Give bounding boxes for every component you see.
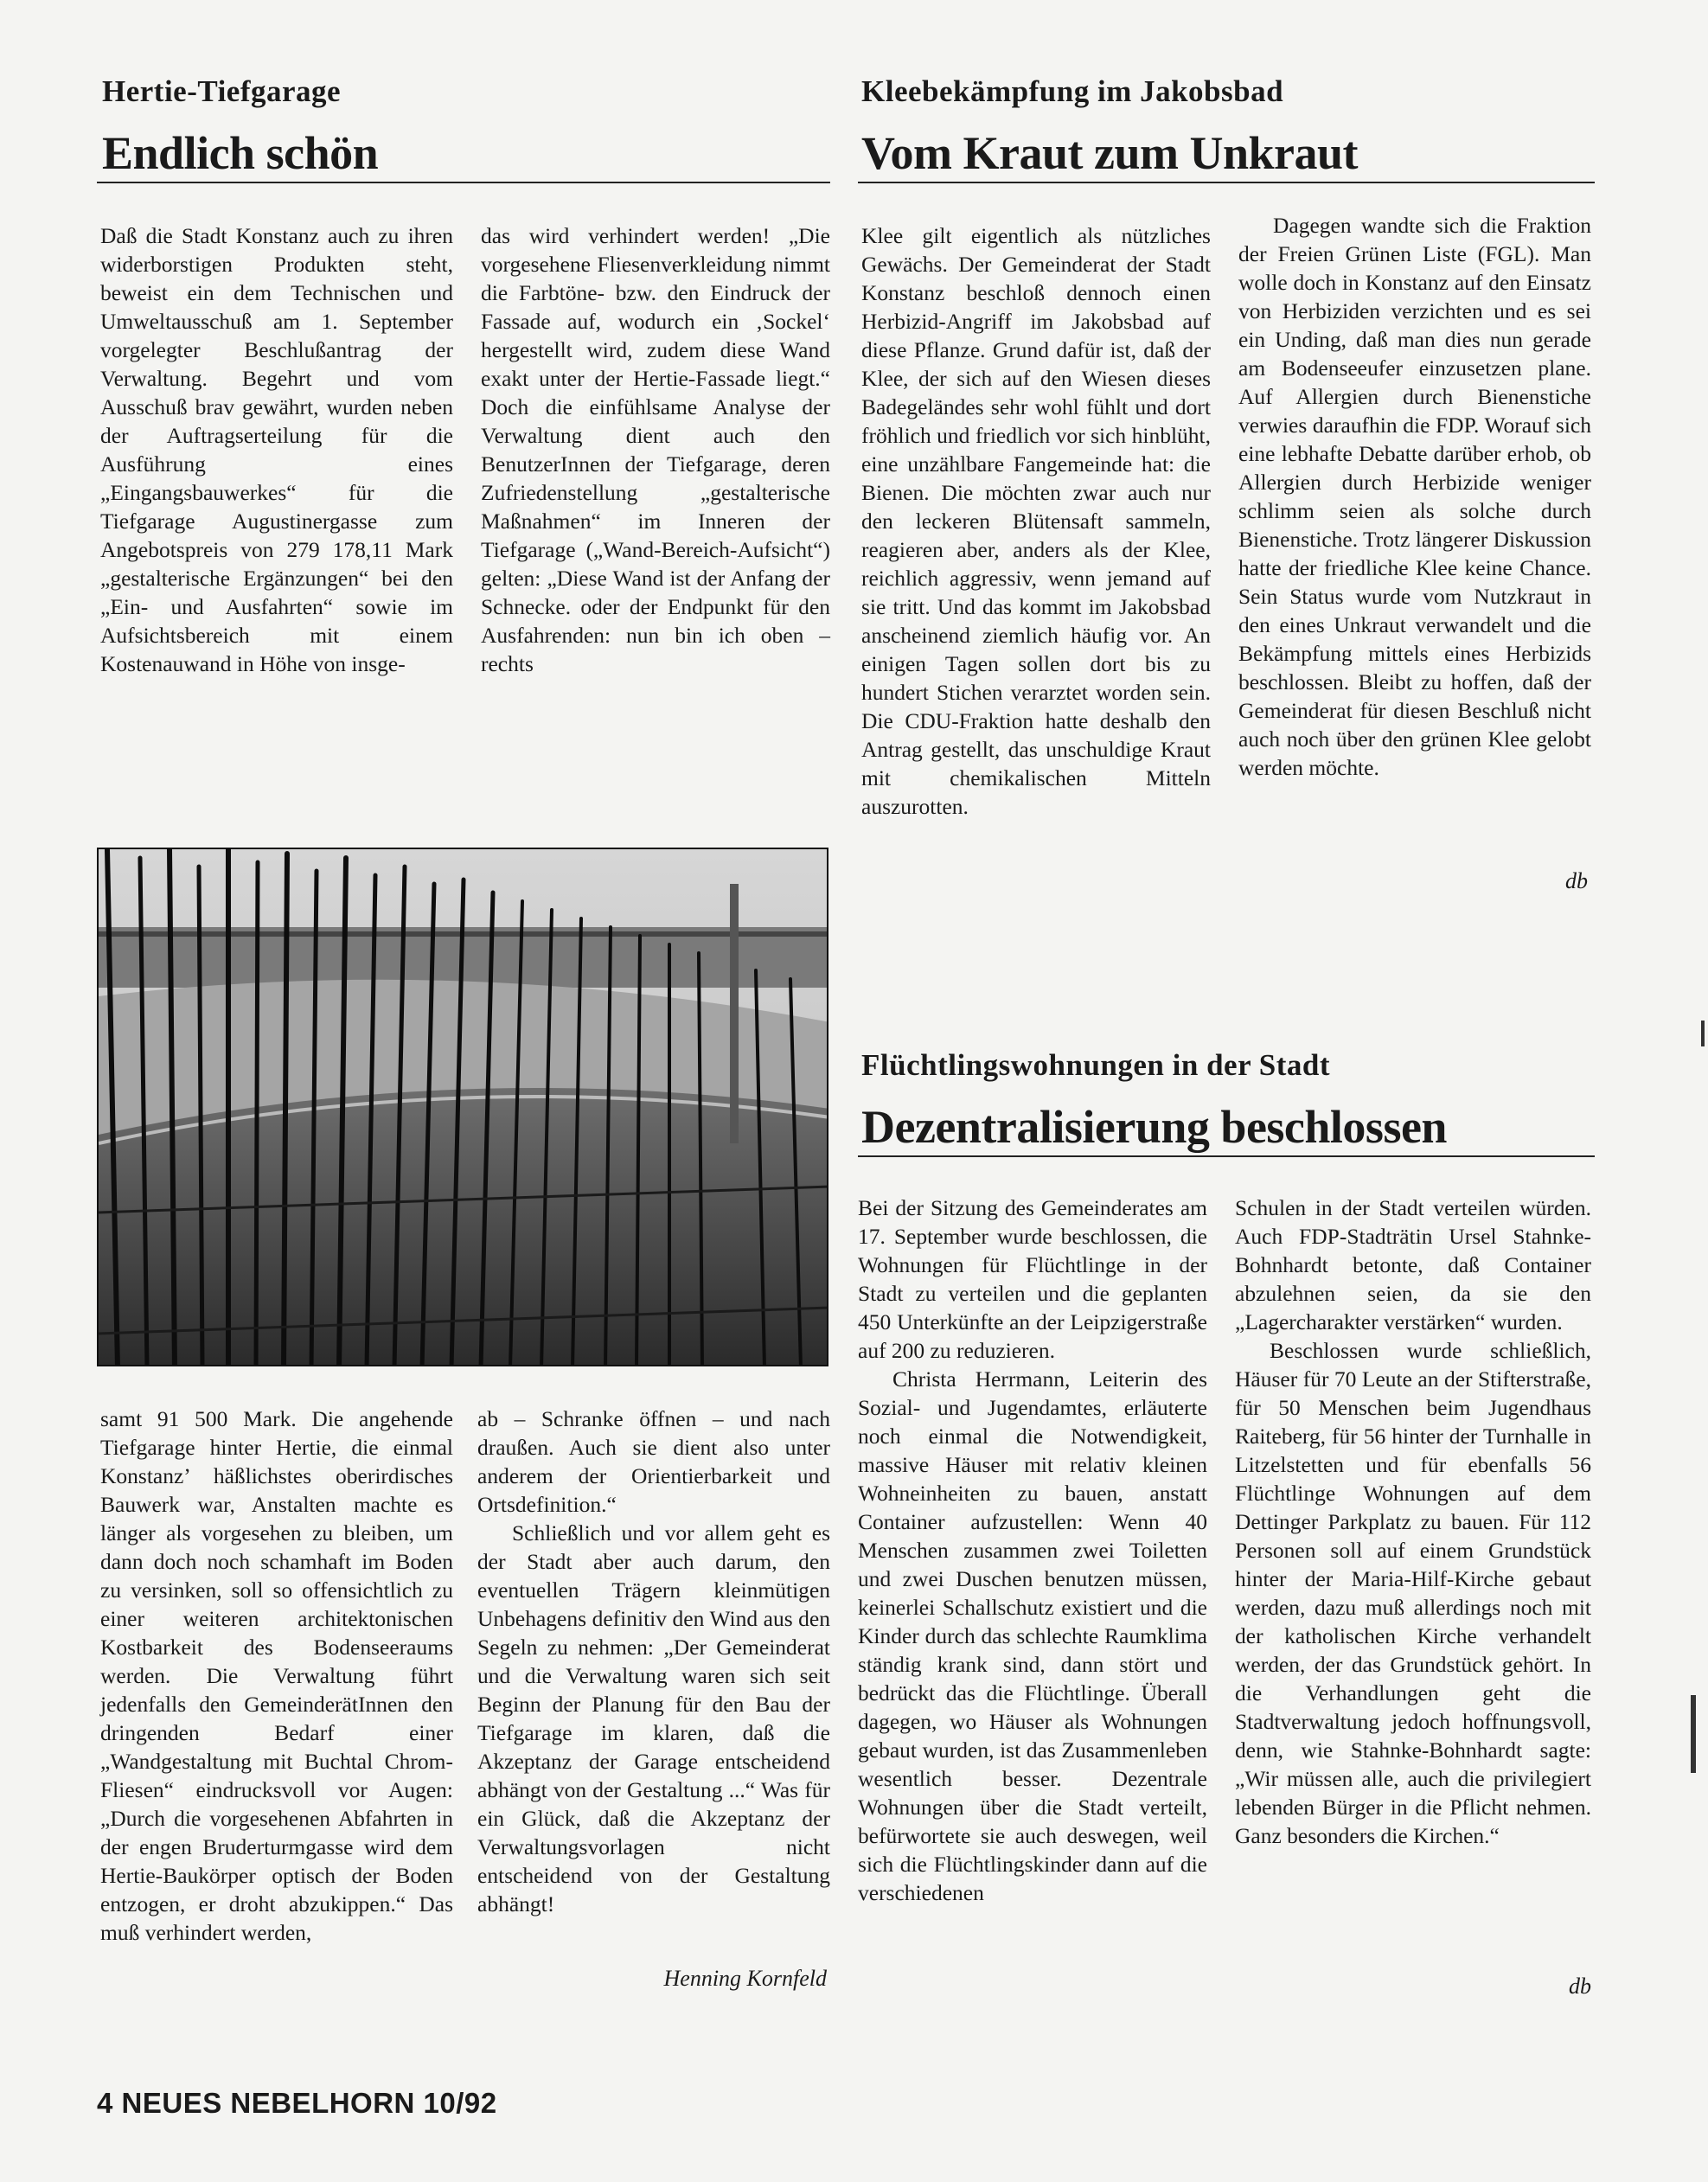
article2-headline: Vom Kraut zum Unkraut bbox=[861, 127, 1359, 179]
article1-column2-bottom bbox=[477, 1405, 830, 1918]
article1-rule bbox=[97, 182, 830, 183]
article1-column1-bottom bbox=[100, 1405, 453, 1947]
article1-byline: Henning Kornfeld bbox=[663, 1966, 827, 1991]
article1-paragraph: ab – Schranke öffnen – und nach draußen. Auch sie dient also unter anderem der Orientierbarkeit und Ortsdefinition.“ bbox=[477, 1406, 830, 1517]
article1-column2-top bbox=[481, 221, 830, 678]
article3-rule bbox=[858, 1155, 1595, 1157]
article1-paragraph: samt 91 500 Mark. Die angehende Tiefgarage hinter Hertie, die einmal Konstanz’ häßlichstes oberirdisches Bauwerk war, Anstalten machte es länger als vorgesehen zu bleiben, um dann doch noch schamhaft im Boden zu versinken, soll so offensichtlich zu einer weiteren architektonischen Kostbarkeit des Bodenseeraums werden. Die Verwaltung führt jedenfalls den GemeinderätInnen den dringenden Bedarf einer „Wandgestaltung mit Buchtal Chrom-Fliesen“ eindrucksvoll vor Augen: „Durch die vorgesehenen Abfahrten in der engen Bruderturmgasse wird dem Hertie-Baukörper optisch der Boden entzogen, er droht abzukippen.“ Das muß verhindert werden, bbox=[100, 1406, 453, 1945]
article2-byline: db bbox=[1565, 868, 1588, 893]
article3-column2 bbox=[1235, 1193, 1591, 1850]
photo-image bbox=[99, 849, 828, 1366]
article1-paragraph: das wird verhindert werden! „Die vorgesehene Fliesenverkleidung nimmt die Farbtöne- bzw. den Eindruck der Fassade auf, wodurch ein ‚Sockel‘ hergestellt wird, zudem diese Wand exakt unter der Hertie-Fassade liegt.“ Doch die einfühlsame Analyse der Verwaltung dient auch den BenutzerInnen der Tiefgarage, deren Zufriedenstellung „gestalterische Maßnahmen“ im Inneren der Tiefgarage („Wand-Bereich-Aufsicht“) gelten: „Diese Wand ist der Anfang der Schnecke. oder der Endpunkt für den Ausfahrenden: nun bin ich oben – rechts bbox=[481, 223, 830, 676]
article3-paragraph: Beschlossen wurde schließlich, Häuser für 70 Leute an der Stifterstraße, für 50 Menschen beim Jugendhaus Raiteberg, für 56 hinter der Turnhalle in Litzelstetten und für ebenfalls 56 Flüchtlinge Wohnungen auf dem Dettinger Parkplatz zu bauen. Für 112 Personen soll auf einem Grundstück hinter der Maria-Hilf-Kirche gebaut werden, dazu muß allerdings noch mit der katholischen Kirche verhandelt werden, der das Grundstück gehört. In die Verhandlungen geht die Stadtverwaltung jedoch hoffnungsvoll, denn, wie Stahnke-Bohnhardt sagte: „Wir müssen alle, auch die privilegiert lebenden Bürger in die Pflicht nehmen. Ganz besonders die Kirchen.“ bbox=[1235, 1338, 1591, 1848]
article3-paragraph: Bei der Sitzung des Gemeinderates am 17. September wurde beschlossen, die Wohnungen für Flüchtlinge in der Stadt zu verteilen und die geplanten 450 Unterkünfte an der Leipzigerstraße auf 200 zu reduzieren. bbox=[858, 1195, 1207, 1363]
garage-fence-photo bbox=[97, 848, 828, 1366]
article2-kicker: Kleebekämpfung im Jakobsbad bbox=[861, 74, 1284, 108]
article3-headline: Dezentralisierung beschlossen bbox=[861, 1101, 1447, 1153]
article1-column1-top bbox=[100, 221, 453, 678]
page-footer: 4 NEUES NEBELHORN 10/92 bbox=[97, 2087, 497, 2119]
article1-headline: Endlich schön bbox=[102, 127, 379, 179]
article2-column1 bbox=[861, 221, 1211, 821]
article1-paragraph: Schließlich und vor allem geht es der Stadt aber auch darum, den eventuellen Trägern kleinmütigen Unbehagens definitiv den Wind aus den Segeln zu nehmen: „Der Gemeinderat und die Verwaltung waren sich seit Beginn der Planung für den Bau der Tiefgarage im klaren, daß die Akzeptanz der Garage entscheidend abhängt von der Gestaltung ...“ Was für ein Glück, daß die Akzeptanz der Verwaltungsvorlagen nicht entscheidend von der Gestaltung abhängt! bbox=[477, 1520, 830, 1916]
article3-paragraph: Christa Herrmann, Leiterin des Sozial- und Jugendamtes, erläuterte noch einmal die Notwendigkeit, massive Häuser mit relativ kleinen Wohneinheiten zu bauen, anstatt Container aufzustellen: Wenn 40 Menschen zusammen zwei Toiletten und zwei Duschen benutzen müssen, keinerlei Schallschutz existiert und die Kinder durch das schlechte Raumklima ständig krank sind, dann stört und bedrückt das die Flüchtlinge. Überall dagegen, wo Häuser als Wohnungen gebaut wurden, ist das Zusammenleben wesentlich besser. Dezentrale Wohnungen über die Stadt verteilt, befürwortete sie auch deswegen, weil sich die Flüchtlingskinder dann auf die verschiedenen bbox=[858, 1366, 1207, 1905]
scan-edge-mark bbox=[1701, 1021, 1705, 1046]
article2-column2 bbox=[1238, 211, 1591, 782]
article1-kicker: Hertie-Tiefgarage bbox=[102, 74, 342, 108]
article2-paragraph: Dagegen wandte sich die Fraktion der Freien Grünen Liste (FGL). Man wolle doch in Konstanz auf den Einsatz von Herbiziden verzichten und es sei ein Unding, daß man dies nun gerade am Bodenseeufer einzusetzen plane. Auf Allergien durch Bienenstiche verwies daraufhin die FDP. Worauf sich eine lebhafte Debatte darüber erhob, ob Allergien durch Herbizide weniger schlimm seien als solche durch Bienenstiche. Trotz längerer Diskussion hatte der friedliche Klee keine Chance. Sein Status wurde vom Nutzkraut in den eines Unkraut verwandelt und die Bekämpfung mittels eines Herbizids beschlossen. Bleibt zu hoffen, daß der Gemeinderat für diesen Beschluß nicht auch noch über den grünen Klee gelobt werden möchte. bbox=[1238, 213, 1591, 780]
article2-rule bbox=[858, 182, 1595, 183]
article3-column1 bbox=[858, 1193, 1207, 1907]
article1-paragraph: Daß die Stadt Konstanz auch zu ihren widerborstigen Produkten steht, beweist ein dem Technischen und Umweltausschuß am 1. September vorgelegter Beschlußantrag der Verwaltung. Begehrt und vom Ausschuß brav gewährt, wurden neben der Auftragserteilung für die Ausführung eines „Eingangsbauwerkes“ für die Tiefgarage Augustinergasse zum Angebotspreis von 279 178,11 Mark „gestalterische Ergänzungen“ bei den „Ein- und Ausfahrten“ sowie im Aufsichtsbereich mit einem Kostenauwand in Höhe von insge- bbox=[100, 223, 453, 676]
scan-edge-mark bbox=[1691, 1695, 1696, 1773]
article3-byline: db bbox=[1569, 1974, 1591, 1999]
article2-paragraph: Klee gilt eigentlich als nützliches Gewächs. Der Gemeinderat der Stadt Konstanz beschloß dennoch einen Herbizid-Angriff im Jakobsbad auf diese Pflanze. Grund dafür ist, daß der Klee, der sich auf den Wiesen dieses Badegeländes sehr wohl fühlt und dort fröhlich und friedlich vor sich hinblüht, eine unzählbare Fangemeinde hat: die Bienen. Die möchten zwar auch nur den leckeren Blütensaft sammeln, reagieren aber, anders als der Klee, reichlich aggressiv, wenn jemand auf sie tritt. Und das kommt im Jakobsbad anscheinend ziemlich häufig vor. An einigen Tagen sollen dort bis zu hundert Stichen verarztet worden sein. Die CDU-Fraktion hatte deshalb den Antrag gestellt, das unschuldige Kraut mit chemikalischen Mitteln auszurotten. bbox=[861, 223, 1211, 819]
article3-paragraph: Schulen in der Stadt verteilen würden. Auch FDP-Stadträtin Ursel Stahnke-Bohnhardt betonte, daß Container abzulehnen seien, da sie den „Lagercharakter verstärken“ wurden. bbox=[1235, 1195, 1591, 1334]
article3-kicker: Flüchtlingswohnungen in der Stadt bbox=[861, 1048, 1330, 1082]
